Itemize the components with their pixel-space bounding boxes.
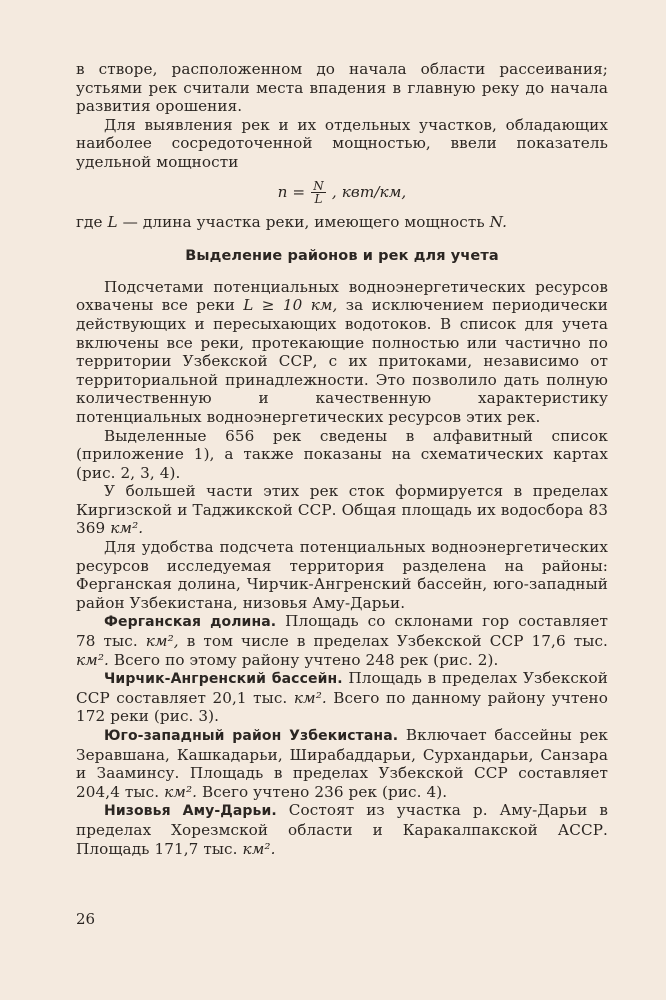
region-fergana bbox=[76, 612, 608, 669]
region-amu-darya bbox=[76, 801, 608, 858]
paragraph-intro-2 bbox=[76, 116, 608, 172]
unit: км², bbox=[145, 632, 179, 651]
paragraph-regions bbox=[76, 538, 608, 612]
formula-numerator: N bbox=[313, 178, 324, 193]
where-prefix: где bbox=[76, 212, 103, 231]
paragraph-river-list bbox=[76, 427, 608, 483]
unit: км². bbox=[242, 839, 276, 858]
unit: км². bbox=[110, 519, 144, 538]
region-text: Площадь в пределах Узбекской ССР составляет 20,1 тыс. bbox=[76, 669, 608, 707]
unit: км². bbox=[293, 688, 327, 707]
region-text: Всего по данному району учтено 172 реки (рис. 3). bbox=[76, 688, 609, 726]
region-chirchik-angren bbox=[76, 669, 608, 726]
paragraph-text: в створе, расположенном до начала области рассеивания; устьями рек считали места впадения в главную реку до начала развития орошения. bbox=[76, 60, 608, 116]
section-title: Выделение районов и рек для учета bbox=[185, 248, 499, 265]
paragraph-text: Выделенные 656 рек сведены в алфавитный список (приложение 1), а также показаны на схематических картах (рис. 2, 3, 4). bbox=[76, 426, 608, 482]
region-text: Всего учтено 236 рек (рис. 4). bbox=[202, 782, 448, 801]
where-line bbox=[76, 213, 608, 232]
region-name: Ферганская долина. bbox=[104, 614, 277, 631]
formula-units: , квт/км, bbox=[331, 182, 407, 201]
body-text bbox=[76, 60, 608, 858]
formula-fraction bbox=[311, 180, 326, 205]
where-var: L bbox=[107, 212, 118, 231]
paragraph-text: Подсчетами потенциальных водноэнергетических ресурсов охвачены все реки bbox=[76, 277, 608, 315]
unit: км². bbox=[164, 782, 198, 801]
region-southwest bbox=[76, 726, 608, 801]
paragraph-text: за исключением периодически действующих и пересыхающих водотоков. В список для учета включены все реки, протекающие полностью или частично по территории Узбекской ССР, с их притоками, независимо от территориальной принадлежности. Это позволило дать полную количественную и качественную характеристику потенциальных водноэнергетических ресурсов этих рек. bbox=[76, 296, 609, 426]
region-text: Площадь со склонами гор составляет 78 тыс. bbox=[76, 612, 608, 651]
paragraph-coverage bbox=[76, 278, 608, 427]
region-text: в том числе в пределах Узбекской ССР 17,6 тыс. bbox=[186, 632, 608, 651]
formula-denominator: L bbox=[314, 191, 323, 206]
formula-lhs: n = bbox=[277, 182, 306, 201]
region-name: Чирчик-Ангренский бассейн. bbox=[104, 671, 343, 688]
where-var2: N. bbox=[489, 212, 508, 231]
region-name: Юго-западный район Узбекистана. bbox=[104, 728, 399, 744]
paragraph-intro-1 bbox=[76, 60, 608, 116]
region-text: Всего по этому району учтено 248 рек (рис. 2). bbox=[113, 650, 499, 669]
where-text: — длина участка реки, имеющего мощность bbox=[122, 212, 485, 231]
region-text: Состоят из участка р. Аму-Дарьи в пределах Хорезмской области и Каракалпакской АССР. Площадь 171,7 тыс. bbox=[76, 801, 608, 858]
paragraph-runoff bbox=[76, 482, 608, 538]
paragraph-text: У большей части этих рек сток формируется в пределах Киргизской и Таджикской ССР. Общая площадь их водосбора 83 369 bbox=[76, 482, 608, 538]
page-number: 26 bbox=[76, 910, 96, 928]
paragraph-text: Для удобства подсчета потенциальных водноэнергетических ресурсов исследуемая территория разделена на районы: Ферганская долина, Чирчик-Ангренский бассейн, юго-западный район Узбекистана, низовья Аму-Дарьи. bbox=[76, 538, 608, 612]
specific-power-formula bbox=[76, 180, 608, 205]
region-name: Низовья Аму-Дарьи. bbox=[104, 803, 277, 820]
region-text: Включает бассейны рек Зеравшана, Кашкадарьи, Ширабаддарьи, Сурхандарьи, Санзара и Зааминсу. Площадь в пределах Узбекской ССР составляет 204,4 тыс. bbox=[76, 726, 608, 801]
river-length-condition: L ≥ 10 км, bbox=[243, 296, 338, 315]
paragraph-text: Для выявления рек и их отдельных участков, обладающих наиболее сосредоточенной мощностью, ввели показатель удельной мощности bbox=[76, 115, 608, 171]
unit: км². bbox=[76, 650, 109, 669]
